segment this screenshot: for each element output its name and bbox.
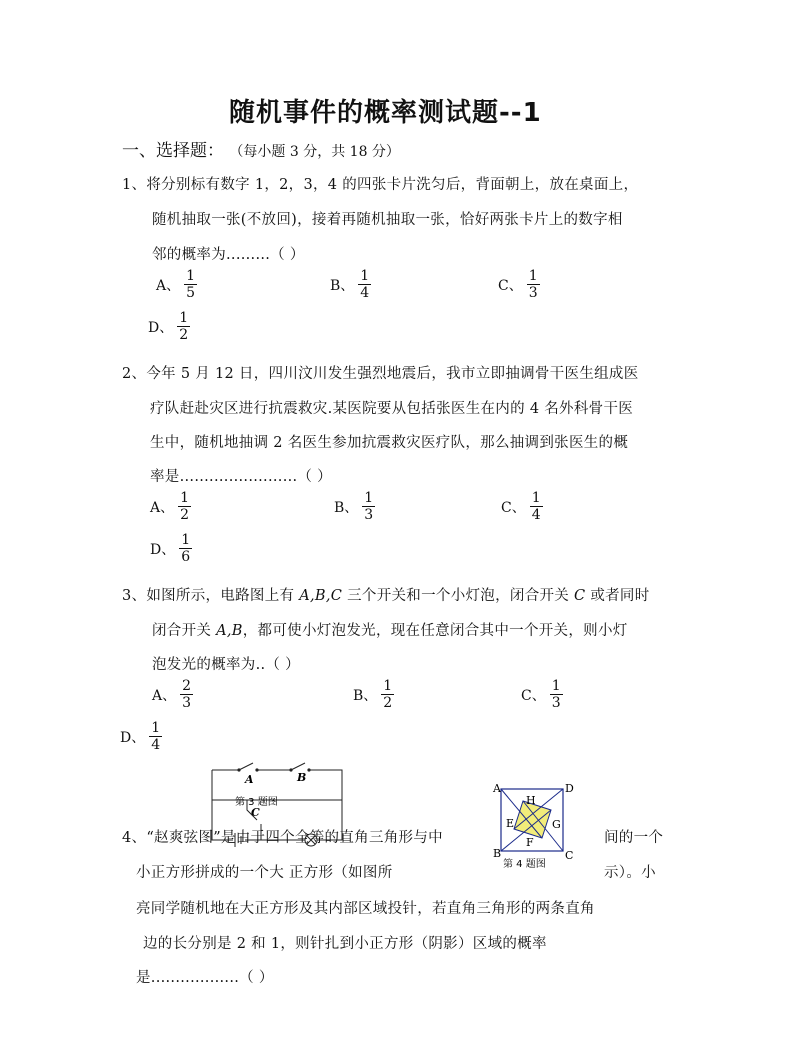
- q3-option-d[interactable]: [120, 720, 162, 753]
- q3-option-a[interactable]: [152, 678, 193, 711]
- q4-line-3: 亮同学随机地在大正方形及其内部区域投针，若直角三角形的两条直角: [136, 901, 595, 917]
- switch-b-blade: [291, 763, 305, 770]
- figure-3-caption: 第 3 题图: [235, 797, 278, 808]
- q3-line-3: 泡发光的概率为..（ ）: [152, 657, 300, 673]
- figure-4-caption: 第 4 题图: [503, 859, 546, 870]
- fraction: $\frac{1}{4}$: [531, 490, 541, 523]
- fraction: $\frac{1}{3}$: [528, 268, 538, 301]
- option-label: D、: [150, 541, 176, 558]
- q2-option-a[interactable]: [150, 490, 191, 523]
- option-label: A、: [152, 687, 177, 704]
- section-note: （每小题 3 分，共 18 分）: [229, 144, 400, 160]
- zhao-shuang-diagram: [488, 780, 580, 874]
- q2-line-3: 生中，随机地抽调 2 名医生参加抗震救灾医疗队，那么抽调到张医生的概: [150, 435, 629, 451]
- inner-h-label: H: [526, 794, 536, 807]
- q4-line-1: 4、“赵爽弦图”是由于四个全等的直角三角形与中: [122, 830, 443, 846]
- option-label: A、: [150, 499, 175, 516]
- q3-line-1: 3、如图所示，电路图上有 A,B,C 三个开关和一个小灯泡，闭合开关 C 或者同时: [122, 588, 650, 604]
- fraction: $\frac{1}{2}$: [179, 310, 189, 343]
- option-label: B、: [330, 277, 355, 294]
- inner-f-label: F: [526, 836, 534, 849]
- q4-line-2: 小正方形拼成的一个大 正方形（如图所: [136, 865, 393, 881]
- q4-line-5: 是..................（ ）: [136, 970, 274, 986]
- option-label: D、: [148, 319, 174, 336]
- q4-line-2-right: 示）。小: [604, 865, 656, 881]
- q1-option-c[interactable]: [498, 268, 540, 301]
- option-label: B、: [353, 687, 378, 704]
- q4-line-1-right: 间的一个: [604, 830, 664, 846]
- q2-option-b[interactable]: [334, 490, 375, 523]
- page-title: 随机事件的概率测试题--1: [229, 98, 542, 128]
- corner-a-label: A: [493, 782, 501, 795]
- fraction: $\frac{1}{4}$: [360, 268, 370, 301]
- q1-line-1: 1、将分别标有数字 1，2，3，4 的四张卡片洗匀后，背面朝上，放在桌面上，: [122, 177, 639, 193]
- switch-c-label: C: [251, 806, 260, 819]
- q3-option-b[interactable]: [353, 678, 394, 711]
- option-label: C、: [498, 277, 523, 294]
- q2-line-4: 率是........................（ ）: [150, 469, 332, 485]
- section-label: 一、选择题：: [122, 141, 224, 161]
- q3-line-2: 闭合开关 A,B，都可使小灯泡发光，现在任意闭合其中一个开关，则小灯: [152, 623, 628, 639]
- option-label: D、: [120, 729, 146, 746]
- fraction: $\frac{1}{2}$: [180, 490, 190, 523]
- fraction: $\frac{1}{6}$: [181, 532, 191, 565]
- q1-line-3: 邻的概率为.........（ ）: [152, 247, 305, 263]
- corner-c-label: C: [565, 849, 574, 862]
- switch-a-blade: [239, 763, 253, 770]
- inner-g-label: G: [552, 818, 561, 831]
- inner-e-label: E: [506, 817, 515, 830]
- fraction: $\frac{1}{2}$: [383, 678, 393, 711]
- fraction: $\frac{1}{5}$: [186, 268, 196, 301]
- corner-b-label: B: [493, 847, 502, 860]
- fraction: $\frac{1}{4}$: [151, 720, 161, 753]
- fraction: $\frac{1}{3}$: [364, 490, 374, 523]
- q4-line-4: 边的长分别是 2 和 1，则针扎到小正方形（阴影）区域的概率: [143, 936, 547, 952]
- corner-d-label: D: [565, 782, 574, 795]
- section-header: [122, 136, 400, 161]
- option-label: C、: [501, 499, 526, 516]
- fraction: $\frac{2}{3}$: [182, 678, 192, 711]
- option-label: A、: [156, 277, 181, 294]
- q2-line-1: 2、今年 5 月 12 日，四川汶川发生强烈地震后，我市立即抽调骨干医生组成医: [122, 366, 639, 382]
- option-label: C、: [521, 687, 546, 704]
- q1-option-d[interactable]: [148, 310, 190, 343]
- q1-option-b[interactable]: [330, 268, 371, 301]
- q1-line-2: 随机抽取一张(不放回)，接着再随机抽取一张，恰好两张卡片上的数字相: [152, 212, 623, 228]
- switch-b-label: B: [297, 771, 307, 784]
- q2-option-d[interactable]: [150, 532, 192, 565]
- q3-option-c[interactable]: [521, 678, 563, 711]
- q2-option-c[interactable]: [501, 490, 543, 523]
- option-label: B、: [334, 499, 359, 516]
- q2-line-2: 疗队赶赴灾区进行抗震救灾.某医院要从包括张医生在内的 4 名外科骨干医: [150, 401, 634, 417]
- wire: [212, 770, 342, 800]
- fraction: $\frac{1}{3}$: [551, 678, 561, 711]
- switch-a-label: A: [245, 773, 254, 786]
- q1-option-a[interactable]: [156, 268, 197, 301]
